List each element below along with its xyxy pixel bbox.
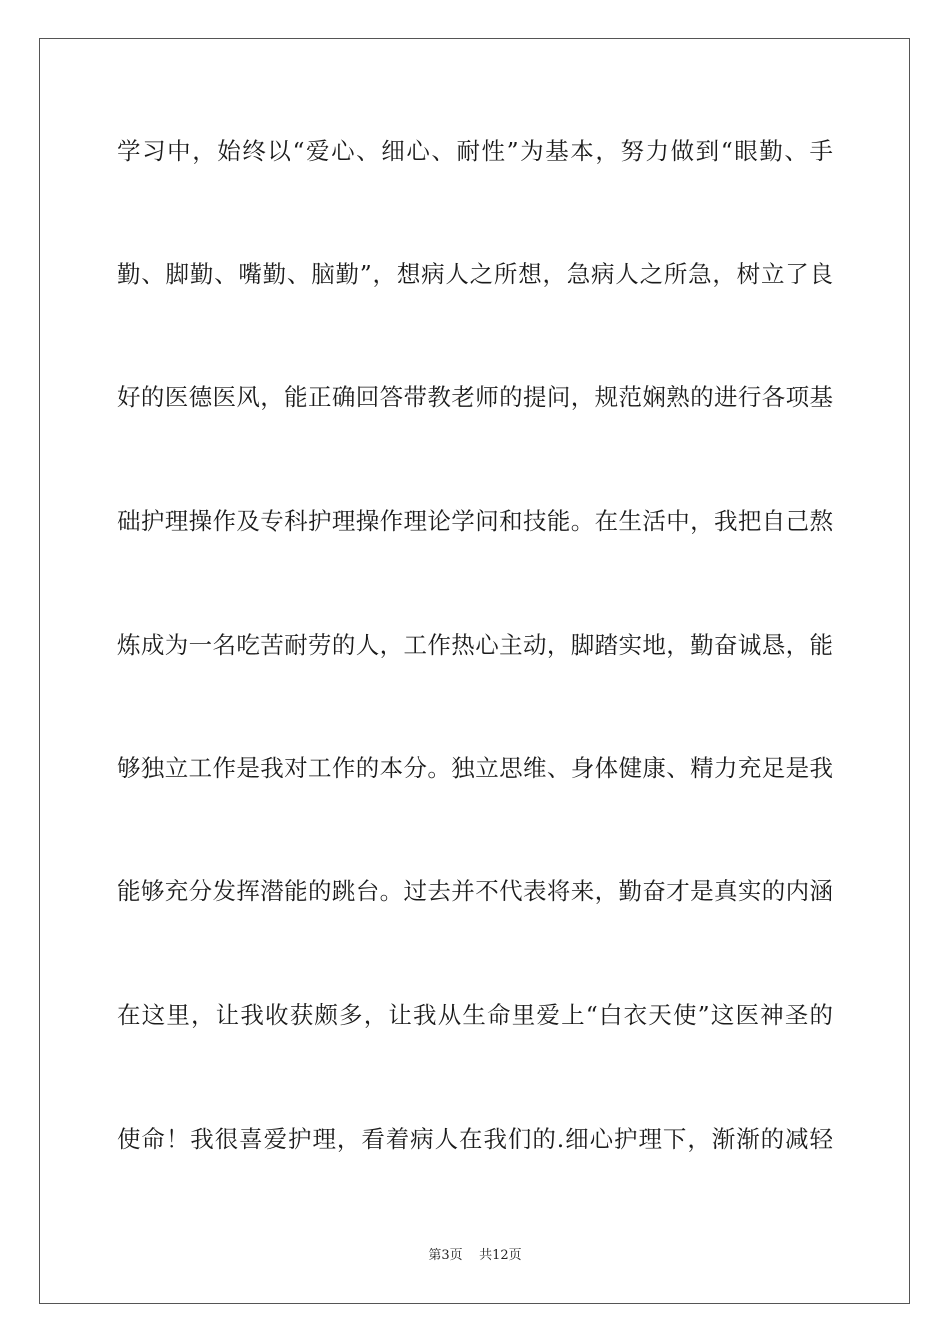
text-line: 好的医德医风，能正确回答带教老师的提问，规范娴熟的进行各项基: [117, 383, 833, 411]
page-total: 共12页: [479, 1248, 522, 1263]
text-line: 勤、脚勤、嘴勤、脑勤”，想病人之所想，急病人之所急，树立了良: [117, 260, 833, 288]
text-line: 够独立工作是我对工作的本分。独立思维、身体健康、精力充足是我: [117, 754, 833, 782]
page-footer: [0, 1247, 950, 1265]
text-line: 炼成为一名吃苦耐劳的人，工作热心主动，脚踏实地，勤奋诚恳，能: [117, 631, 833, 659]
text-line: 能够充分发挥潜能的跳台。过去并不代表将来，勤奋才是真实的内涵: [117, 877, 833, 905]
text-line: 学习中，始终以“爱心、细心、耐性”为基本，努力做到“眼勤、手: [117, 137, 833, 165]
text-line: 在这里，让我收获颇多，让我从生命里爱上“白衣天使”这医神圣的: [117, 1001, 833, 1029]
page-border: [39, 38, 910, 1304]
page-number: 第3页: [428, 1248, 463, 1263]
text-line: 础护理操作及专科护理操作理论学问和技能。在生活中，我把自己熬: [117, 507, 833, 535]
text-line: 使命！我很喜爱护理，看着病人在我们的.细心护理下，渐渐的减轻: [117, 1125, 833, 1153]
